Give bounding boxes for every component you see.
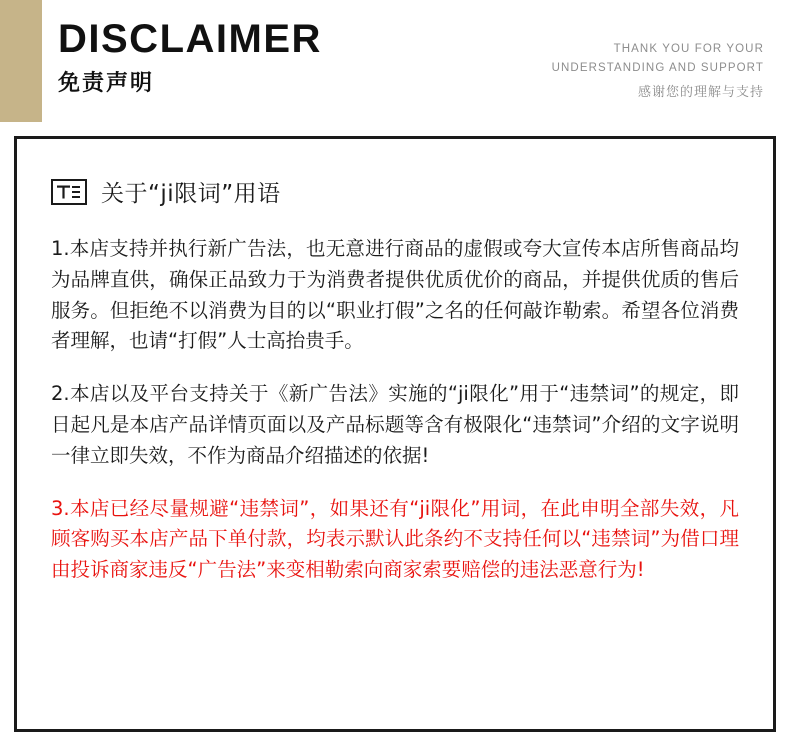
header-body <box>42 0 790 122</box>
page-title-cn: 免责声明 <box>58 71 155 96</box>
disclaimer-content-box <box>14 136 776 732</box>
thanks-line-1: THANK YOU FOR YOUR <box>613 43 764 55</box>
clause-paragraph: 2.本店以及平台支持关于《新广告法》实施的“ji限化”用于“违禁词”的规定，即日起凡是本店产品详情页面以及产品标题等含有极限化“违禁词”介绍的文字说明一律立即失效，不作为商品介绍描述的依据! <box>51 382 739 467</box>
page-title-en: DISCLAIMER <box>58 17 322 61</box>
thanks-line-cn: 感谢您的理解与支持 <box>637 84 764 100</box>
clause-paragraph: 1.本店支持并执行新广告法，也无意进行商品的虚假或夸大宣传本店所售商品均为品牌直供，确保正品致力于为消费者提供优质优价的商品，并提供优质的售后服务。但拒绝不以消费为目的以“职业打假”之名的任何敲诈勒索。希望各位消费者理解，也请“打假”人士高抬贵手。 <box>51 237 739 353</box>
section-title: 关于“ji限词”用语 <box>101 181 281 207</box>
header-title-group <box>58 18 322 97</box>
page-header <box>0 0 790 122</box>
header-accent-bar <box>0 0 42 122</box>
terms-badge-icon <box>51 179 87 205</box>
header-thanks-group <box>552 18 764 100</box>
thanks-line-2: UNDERSTANDING AND SUPPORT <box>551 61 764 74</box>
clause-paragraph: 3.本店已经尽量规避“违禁词”，如果还有“ji限化”用词，在此申明全部失效，凡顾客购买本店产品下单付款，均表示默认此条约不支持任何以“违禁词”为借口理由投诉商家违反“广告法”来变相勒索向商家索要赔偿的违法恶意行为! <box>51 496 739 582</box>
section-header <box>51 175 739 208</box>
